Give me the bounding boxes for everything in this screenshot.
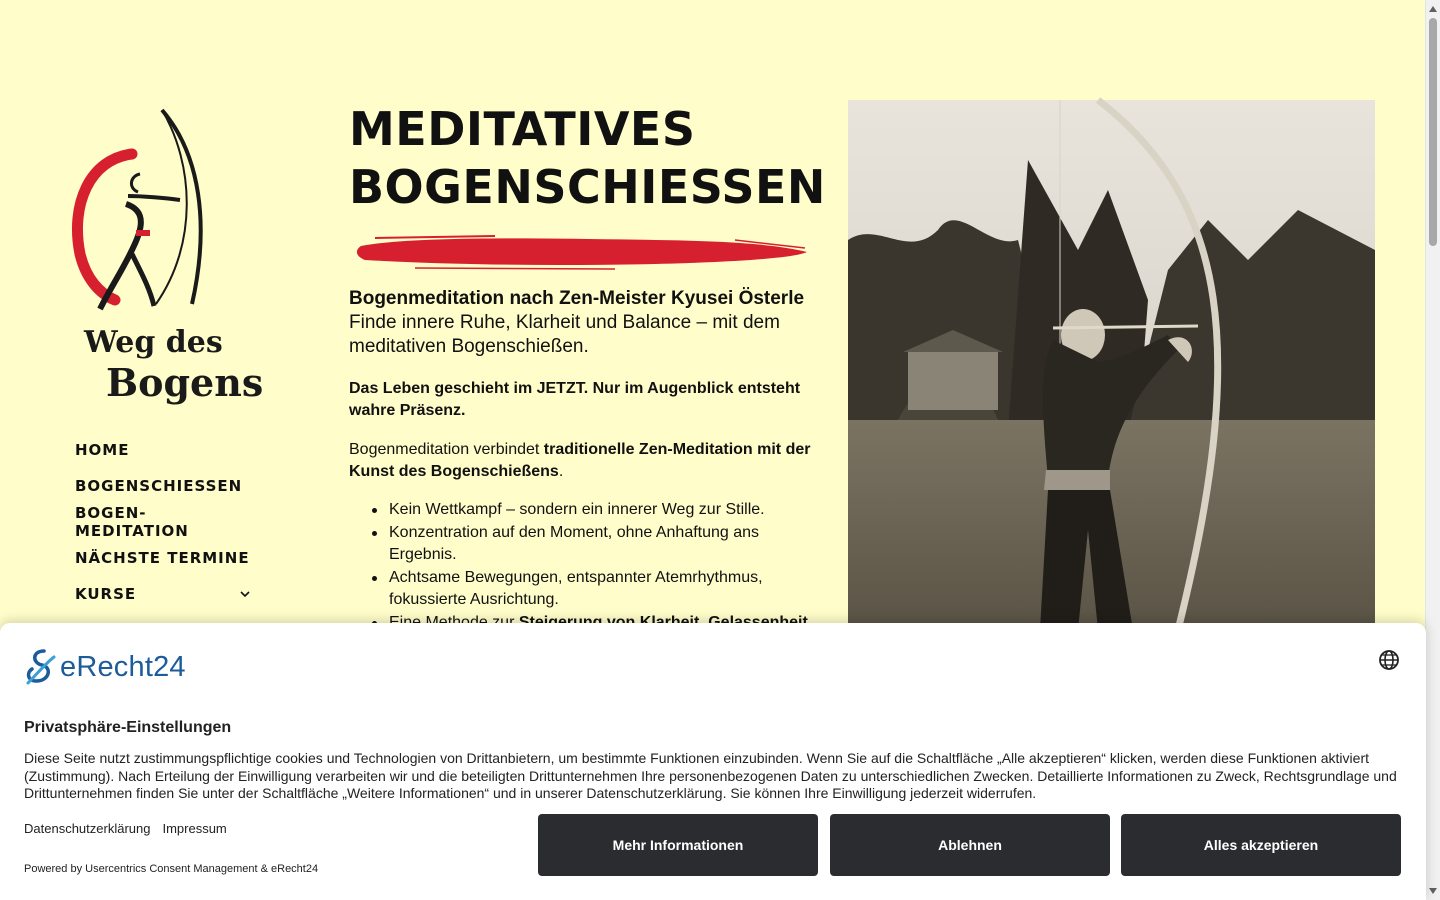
- scrollbar-thumb[interactable]: [1429, 18, 1437, 246]
- nav-item-naechste-termine[interactable]: [75, 540, 250, 576]
- archer-photo-image: [848, 100, 1375, 630]
- nav-item-label: BOGEN-MEDITATION: [75, 504, 189, 540]
- nav-item-bogenschiessen[interactable]: [75, 468, 250, 504]
- logo-text-line2: Bogens: [106, 360, 264, 405]
- intro-text-end: .: [558, 463, 564, 480]
- main-navigation: [75, 432, 250, 648]
- nav-item-label: NÄCHSTE TERMINE: [75, 549, 250, 567]
- scrollbar[interactable]: [1425, 0, 1440, 900]
- nav-item-label: BOGENSCHIESSEN: [75, 477, 243, 495]
- page-title: [349, 100, 826, 216]
- powered-by-text: Powered by Usercentrics Consent Management & eRecht24: [24, 863, 319, 875]
- scroll-up-arrow-icon[interactable]: [1429, 6, 1437, 12]
- deny-button[interactable]: Ablehnen: [830, 814, 1110, 876]
- scroll-down-arrow-icon[interactable]: [1429, 888, 1437, 894]
- erecht24-logo-icon: [24, 647, 58, 687]
- cookie-consent-banner: [0, 623, 1426, 900]
- page-title-line2: BOGENSCHIESSEN: [349, 160, 826, 214]
- subheading: [349, 287, 819, 359]
- privacy-policy-link[interactable]: Datenschutzerklärung: [24, 821, 151, 836]
- consent-links: [24, 821, 227, 836]
- chevron-down-icon[interactable]: [240, 589, 250, 599]
- list-item: Konzentration auf den Moment, ohne Anhaftung ans Ergebnis.: [389, 522, 809, 566]
- benefits-list: [389, 499, 809, 635]
- nav-item-kurse[interactable]: [75, 576, 250, 612]
- imprint-link[interactable]: Impressum: [162, 821, 227, 836]
- subheading-text: Finde innere Ruhe, Klarheit und Balance – mit dem meditativen Bogenschießen.: [349, 312, 780, 357]
- lead-text: Das Leben geschieht im JETZT. Nur im Augenblick entsteht wahre Präsenz.: [349, 380, 801, 419]
- logo-text-line1: Weg des: [84, 325, 223, 360]
- nav-item-home[interactable]: [75, 432, 250, 468]
- archer-photo: [848, 100, 1375, 630]
- consent-text: Diese Seite nutzt zustimmungspflichtige cookies und Technologien von Drittanbietern, um bestimmte Funktionen einzubinden. Wenn Sie auf die Schaltfläche „Alle akzeptieren“ klicken, werden diese Funktionen aktiviert (Zustimmung). Nach Erteilung der Einwilligung verarbeiten wir und die beteiligten Drittunternehmen Ihre personenbezogenen Daten zu unterschiedlichen Zwecken. Detaillierte Informationen zu Zweck, Rechtsgrundlage und Drittunternehmen finden Sie unter der Schaltfläche „Weitere Informationen“ und in unserer Datenschutzerklärung. Sie können Ihre Einwilligung jederzeit widerrufen.: [24, 750, 1397, 801]
- consent-heading: Privatsphäre-Einstellungen: [24, 719, 232, 736]
- red-brush-stroke-divider: [355, 228, 811, 272]
- intro-paragraph: [349, 439, 819, 483]
- nav-item-label: HOME: [75, 441, 130, 459]
- more-information-button[interactable]: Mehr Informationen: [538, 814, 818, 876]
- intro-bold-text: traditionelle Zen-Meditation mit der Kunst des Bogenschießens: [349, 441, 811, 480]
- nav-item-label: KURSE: [75, 585, 137, 603]
- page-title-line1: MEDITATIVES: [349, 102, 696, 156]
- nav-item-bogen-meditation[interactable]: [75, 504, 250, 540]
- intro-text: Bogenmeditation verbindet: [349, 441, 544, 458]
- accept-all-button[interactable]: Alles akzeptieren: [1121, 814, 1401, 876]
- list-item: Achtsame Bewegungen, entspannter Atemrhythmus, fokussierte Ausrichtung.: [389, 567, 809, 611]
- archer-logo-icon: [70, 104, 264, 414]
- site-logo[interactable]: [70, 104, 264, 414]
- language-globe-icon[interactable]: [1378, 649, 1400, 671]
- list-item: Kein Wettkampf – sondern ein innerer Weg zur Stille.: [389, 499, 809, 521]
- erecht24-logo: [24, 647, 186, 687]
- subheading-bold: Bogenmeditation nach Zen-Meister Kyusei Österle: [349, 288, 805, 309]
- erecht24-brand-text: eRecht24: [60, 650, 186, 683]
